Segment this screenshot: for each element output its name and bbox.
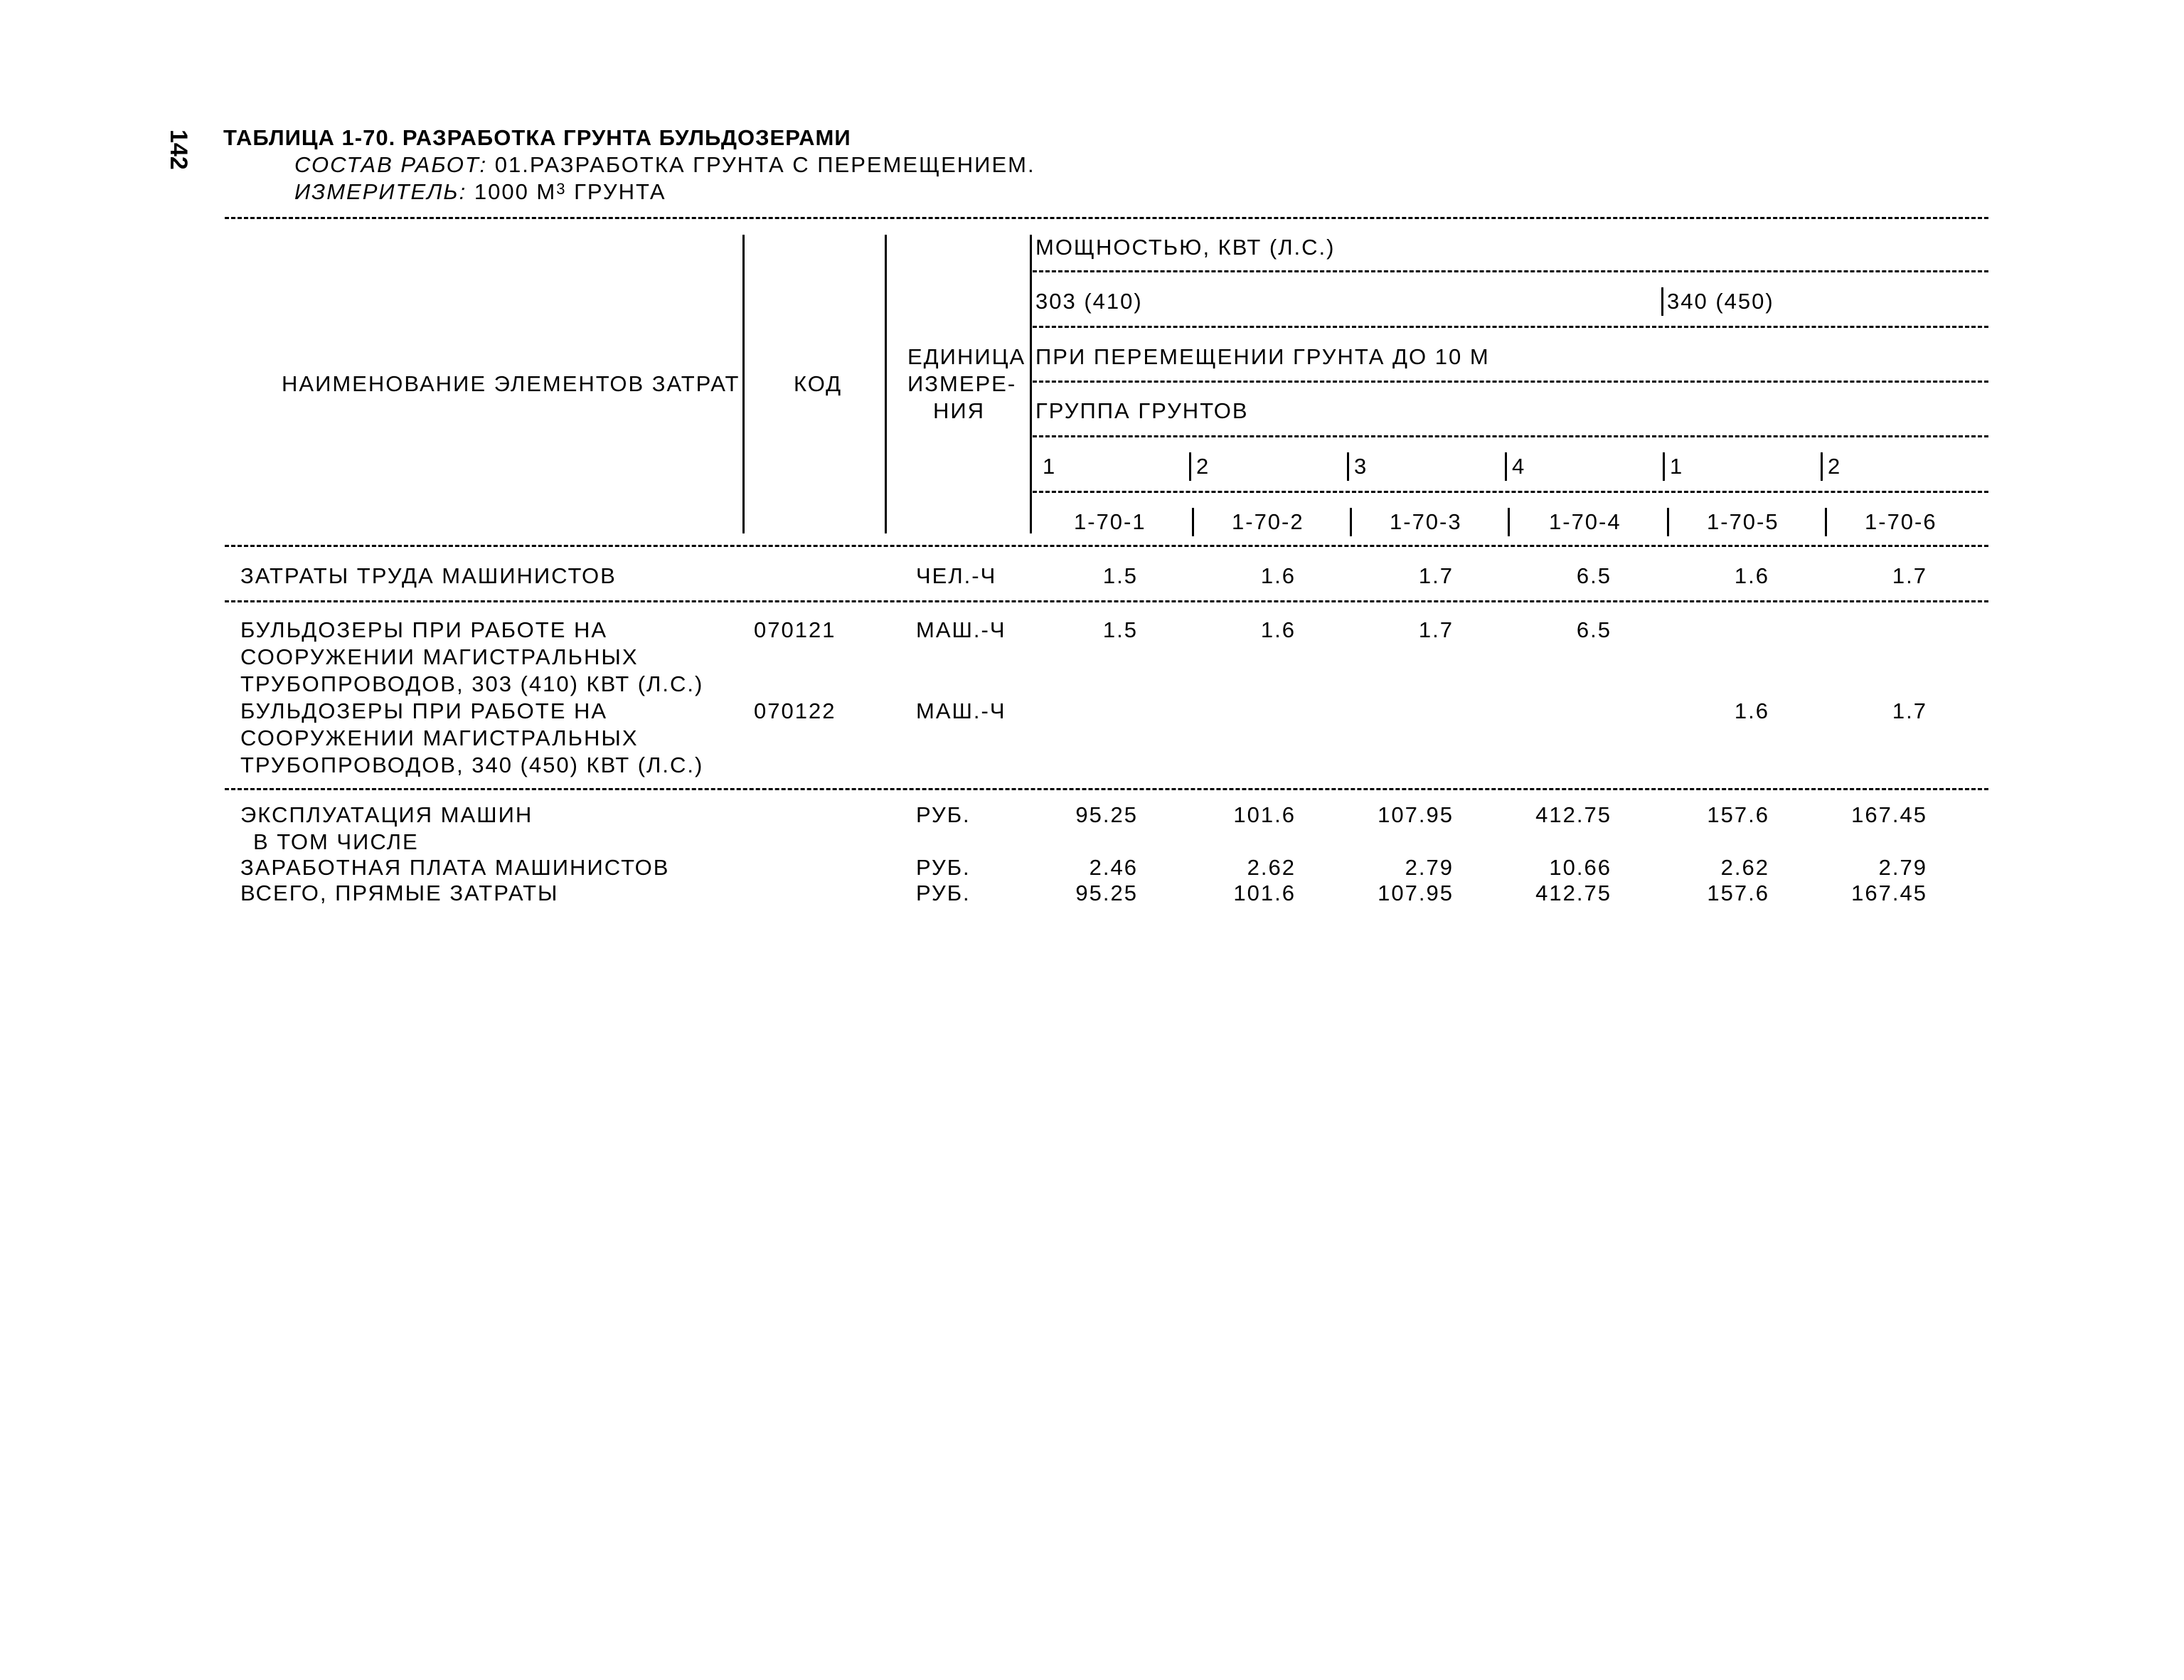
col-unit-header-3: НИЯ [933, 398, 986, 423]
total-value-4: 412.75 [1535, 881, 1612, 905]
machine1-value-1: 1.5 [1102, 617, 1138, 642]
labor-value-3: 1.7 [1418, 563, 1454, 588]
vline-code-unit [885, 235, 887, 533]
vline-g3 [1347, 452, 1349, 481]
salary-value-4: 10.66 [1549, 855, 1612, 880]
labor-name: ЗАТРАТЫ ТРУДА МАШИНИСТОВ [240, 563, 617, 588]
rule-h4 [1033, 435, 1988, 437]
group-5: 1 [1670, 454, 1684, 479]
power-header: МОЩНОСТЬЮ, КВТ (Л.С.) [1035, 235, 1336, 260]
salary-name: ЗАРАБОТНАЯ ПЛАТА МАШИНИСТОВ [240, 855, 670, 880]
col-name-header: НАИМЕНОВАНИЕ ЭЛЕМЕНТОВ ЗАТРАТ [282, 371, 740, 396]
machine2-value-5: 1.6 [1734, 698, 1769, 723]
total-value-6: 167.45 [1851, 881, 1927, 905]
table-title: ТАБЛИЦА 1-70. РАЗРАБОТКА ГРУНТА БУЛЬДОЗЕРАМИ [223, 125, 851, 150]
meter-label: ИЗМЕРИТЕЛЬ: [294, 179, 467, 204]
exploitation-unit: РУБ. [916, 802, 971, 827]
vline-c2 [1192, 508, 1194, 536]
total-value-1: 95.25 [1075, 881, 1138, 905]
machine2-code: 070122 [754, 698, 836, 723]
page-number: 142 [165, 129, 192, 170]
labor-value-2: 1.6 [1260, 563, 1296, 588]
power-b: 340 (450) [1667, 289, 1774, 314]
work-value: 01.РАЗРАБОТКА ГРУНТА С ПЕРЕМЕЩЕНИЕМ. [494, 152, 1035, 177]
group-3: 3 [1354, 454, 1368, 479]
meter-sup: 3 [556, 180, 567, 198]
machine2-unit: МАШ.-Ч [916, 698, 1006, 723]
exploitation-value-5: 157.6 [1707, 802, 1769, 827]
col-unit-header-2: ИЗМЕРЕ- [907, 371, 1017, 396]
vline-g5 [1663, 452, 1665, 481]
power-a: 303 (410) [1035, 289, 1143, 314]
work-composition [294, 152, 1035, 178]
machine1-value-4: 6.5 [1576, 617, 1612, 642]
vline-c6 [1825, 508, 1827, 536]
total-value-3: 107.95 [1378, 881, 1454, 905]
salary-value-1: 2.46 [1089, 855, 1138, 880]
machine1-name-1: БУЛЬДОЗЕРЫ ПРИ РАБОТЕ НА [240, 617, 608, 642]
group-2: 2 [1196, 454, 1210, 479]
machine2-name-1: БУЛЬДОЗЕРЫ ПРИ РАБОТЕ НА [240, 698, 608, 723]
code-3: 1-70-3 [1390, 509, 1462, 534]
total-value-2: 101.6 [1233, 881, 1296, 905]
code-5: 1-70-5 [1707, 509, 1779, 534]
rule-after-machines [225, 788, 1988, 790]
salary-value-2: 2.62 [1247, 855, 1296, 880]
machine1-value-3: 1.7 [1418, 617, 1454, 642]
vline-unit-values [1030, 235, 1032, 533]
rule-top [225, 217, 1988, 219]
labor-value-1: 1.5 [1102, 563, 1138, 588]
salary-value-5: 2.62 [1720, 855, 1769, 880]
salary-value-6: 2.79 [1878, 855, 1927, 880]
code-2: 1-70-2 [1232, 509, 1304, 534]
labor-value-4: 6.5 [1576, 563, 1612, 588]
rule-h2 [1033, 326, 1988, 328]
total-unit: РУБ. [916, 881, 971, 905]
machine1-value-2: 1.6 [1260, 617, 1296, 642]
group-4: 4 [1512, 454, 1526, 479]
machine1-name-2: СООРУЖЕНИИ МАГИСТРАЛЬНЫХ [240, 644, 639, 669]
machine1-code: 070121 [754, 617, 836, 642]
rule-h5 [1033, 491, 1988, 493]
rule-h1 [1033, 270, 1988, 272]
code-1: 1-70-1 [1074, 509, 1146, 534]
exploitation-value-2: 101.6 [1233, 802, 1296, 827]
total-name: ВСЕГО, ПРЯМЫЕ ЗАТРАТЫ [240, 881, 559, 905]
machine2-name-2: СООРУЖЕНИИ МАГИСТРАЛЬНЫХ [240, 725, 639, 750]
exploitation-value-3: 107.95 [1378, 802, 1454, 827]
exploitation-value-6: 167.45 [1851, 802, 1927, 827]
distance-header: ПРИ ПЕРЕМЕЩЕНИИ ГРУНТА ДО 10 М [1035, 344, 1490, 369]
code-6: 1-70-6 [1865, 509, 1937, 534]
labor-value-6: 1.7 [1892, 563, 1927, 588]
rule-header-bottom [225, 545, 1988, 547]
rule-after-labor [225, 600, 1988, 602]
rule-h3 [1033, 381, 1988, 383]
vline-c4 [1508, 508, 1510, 536]
group-1: 1 [1043, 454, 1057, 479]
meter-tail: ГРУНТА [574, 179, 666, 204]
machine1-unit: МАШ.-Ч [916, 617, 1006, 642]
meter-value: 1000 М [474, 179, 557, 204]
vline-name-code [742, 235, 745, 533]
col-unit-header-1: ЕДИНИЦА [907, 344, 1026, 369]
vline-power-b [1661, 287, 1663, 316]
vline-c3 [1350, 508, 1352, 536]
vline-g4 [1505, 452, 1507, 481]
vline-g2 [1189, 452, 1191, 481]
meter [294, 179, 666, 205]
vline-c5 [1667, 508, 1669, 536]
machine2-value-6: 1.7 [1892, 698, 1927, 723]
machine2-name-3: ТРУБОПРОВОДОВ, 340 (450) КВТ (Л.С.) [240, 753, 704, 777]
labor-value-5: 1.6 [1734, 563, 1769, 588]
machine1-name-3: ТРУБОПРОВОДОВ, 303 (410) КВТ (Л.С.) [240, 671, 704, 696]
salary-value-3: 2.79 [1405, 855, 1454, 880]
labor-unit: ЧЕЛ.-Ч [916, 563, 997, 588]
including-label: В ТОМ ЧИСЛЕ [253, 829, 419, 854]
total-value-5: 157.6 [1707, 881, 1769, 905]
exploitation-value-4: 412.75 [1535, 802, 1612, 827]
code-4: 1-70-4 [1549, 509, 1621, 534]
exploitation-name: ЭКСПЛУАТАЦИЯ МАШИН [240, 802, 533, 827]
soil-group-header: ГРУППА ГРУНТОВ [1035, 398, 1249, 423]
work-label: СОСТАВ РАБОТ: [294, 152, 488, 177]
group-6: 2 [1828, 454, 1842, 479]
vline-g6 [1821, 452, 1823, 481]
salary-unit: РУБ. [916, 855, 971, 880]
exploitation-value-1: 95.25 [1075, 802, 1138, 827]
col-code-header: КОД [794, 371, 843, 396]
